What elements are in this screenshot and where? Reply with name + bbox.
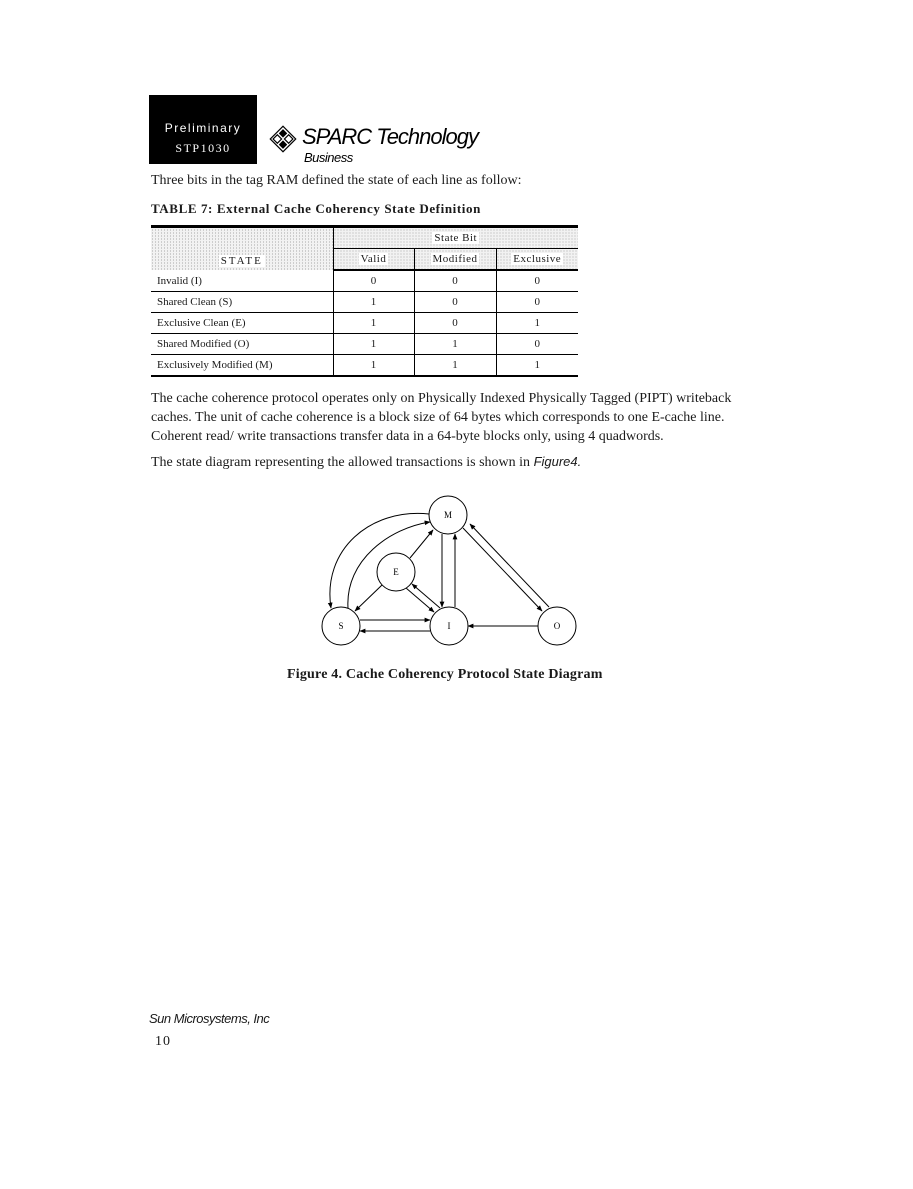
figure-reference-link[interactable]: Figure4. bbox=[533, 454, 582, 469]
transition-o-to-m bbox=[470, 524, 549, 607]
state-name-cell: Exclusive Clean (E) bbox=[151, 313, 333, 334]
exclusive-column-header bbox=[496, 249, 578, 271]
valid-cell: 1 bbox=[333, 292, 414, 313]
transition-s-to-m-inner bbox=[348, 522, 430, 608]
state-label-o: O bbox=[553, 621, 561, 631]
modified-cell: 1 bbox=[414, 355, 496, 377]
transition-m-to-s-outer bbox=[330, 513, 429, 608]
valid-cell: 1 bbox=[333, 334, 414, 355]
state-label-i: I bbox=[447, 621, 451, 631]
cache-coherency-state-diagram bbox=[300, 490, 600, 660]
transition-m-to-o bbox=[463, 528, 542, 611]
modified-cell: 0 bbox=[414, 270, 496, 292]
modified-cell: 1 bbox=[414, 334, 496, 355]
exclusive-cell: 0 bbox=[496, 334, 578, 355]
state-name-cell: Shared Clean (S) bbox=[151, 292, 333, 313]
brand-subtitle: Business bbox=[304, 150, 353, 165]
transition-e-to-m bbox=[410, 530, 433, 558]
state-bit-label: State Bit bbox=[434, 232, 478, 244]
table-row bbox=[151, 313, 578, 334]
coherence-protocol-paragraph: The cache coherence protocol operates only on Physically Indexed Physically Tagged (PIPT) writeback caches. The unit of cache coherence is a block size of 64 bytes which corresponds to one E-cache line. Coherent read/ write transactions transfer data in a 64-byte blocks only, using 4 quadwords. bbox=[151, 391, 732, 444]
modified-cell: 0 bbox=[414, 292, 496, 313]
coherency-state-table bbox=[151, 225, 578, 377]
badge-part-number: STP1030 bbox=[175, 141, 231, 155]
figure-caption: Figure 4. Cache Coherency Protocol State Diagram bbox=[287, 667, 603, 682]
modified-header-label: Modified bbox=[432, 253, 478, 265]
transition-e-to-i bbox=[406, 588, 434, 612]
exclusive-cell: 1 bbox=[496, 355, 578, 377]
state-label-s: S bbox=[338, 621, 344, 631]
state-header-label: STATE bbox=[220, 255, 263, 267]
valid-column-header bbox=[333, 249, 414, 271]
state-column-header bbox=[151, 227, 333, 271]
state-name-cell: Shared Modified (O) bbox=[151, 334, 333, 355]
transition-i-to-e bbox=[412, 584, 440, 608]
state-diagram-paragraph bbox=[151, 452, 581, 472]
valid-cell: 1 bbox=[333, 355, 414, 377]
exclusive-header-label: Exclusive bbox=[513, 253, 562, 265]
modified-cell: 0 bbox=[414, 313, 496, 334]
state-bit-group-header bbox=[333, 227, 578, 249]
table-row bbox=[151, 292, 578, 313]
state-name-cell: Invalid (I) bbox=[151, 270, 333, 292]
footer-company: Sun Microsystems, Inc bbox=[149, 1011, 270, 1026]
brand-title: SPARC Technology bbox=[302, 124, 478, 149]
table-row bbox=[151, 355, 578, 377]
page-number: 10 bbox=[155, 1034, 171, 1049]
valid-cell: 0 bbox=[333, 270, 414, 292]
state-label-e: E bbox=[393, 567, 399, 577]
table-row bbox=[151, 270, 578, 292]
badge-preliminary-text: Preliminary bbox=[164, 121, 242, 135]
modified-column-header bbox=[414, 249, 496, 271]
exclusive-cell: 0 bbox=[496, 292, 578, 313]
state-name-cell: Exclusively Modified (M) bbox=[151, 355, 333, 377]
state-diagram-text: The state diagram representing the allowed transactions is shown in bbox=[151, 455, 534, 470]
sun-logo-icon bbox=[268, 124, 298, 154]
table-row bbox=[151, 334, 578, 355]
state-label-m: M bbox=[443, 510, 453, 520]
exclusive-cell: 0 bbox=[496, 270, 578, 292]
valid-cell: 1 bbox=[333, 313, 414, 334]
intro-text: Three bits in the tag RAM defined the state of each line as follow: bbox=[151, 173, 522, 188]
exclusive-cell: 1 bbox=[496, 313, 578, 334]
preliminary-badge bbox=[149, 95, 257, 164]
transition-e-to-s bbox=[355, 585, 382, 611]
table-caption: TABLE 7: External Cache Coherency State Definition bbox=[151, 201, 481, 216]
valid-header-label: Valid bbox=[360, 253, 387, 265]
